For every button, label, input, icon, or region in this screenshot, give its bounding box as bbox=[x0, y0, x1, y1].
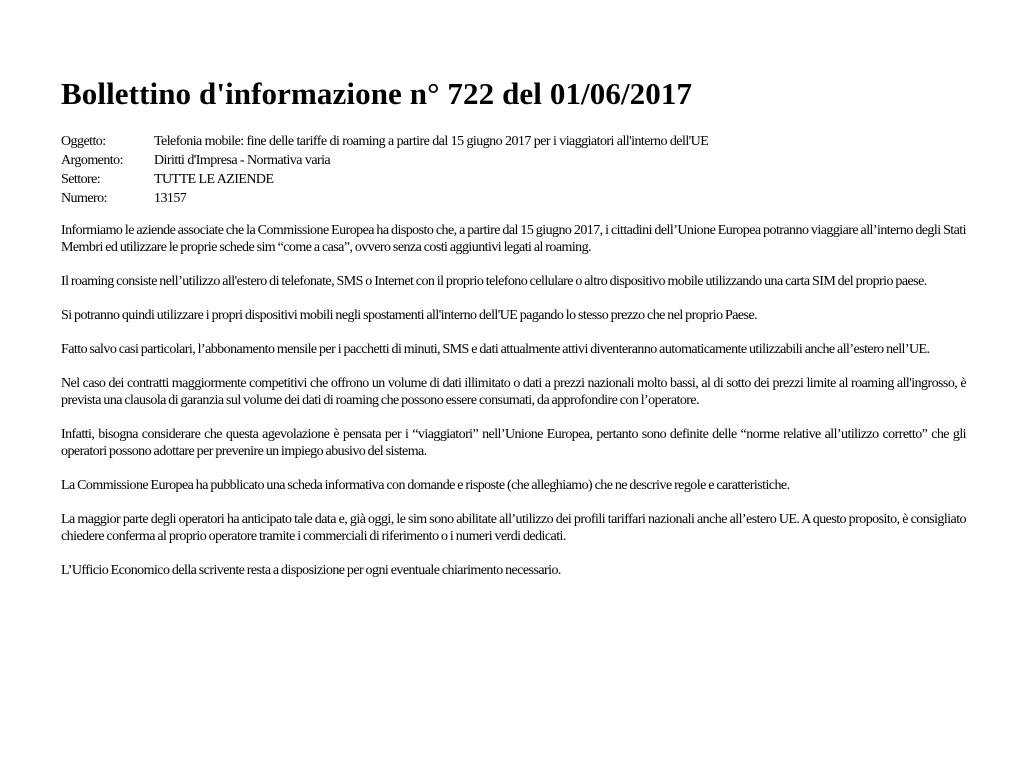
document-body bbox=[61, 222, 966, 579]
meta-row-oggetto bbox=[61, 132, 966, 151]
body-paragraph: Infatti, bisogna considerare che questa agevolazione è pensata per i “viaggiatori” nell’Unione Europea, pertanto sono definite delle “norme relative all’utilizzo corretto” che gli operatori possono adottare per prevenire un impiego abusivo del sistema. bbox=[61, 427, 966, 459]
body-paragraph: Il roaming consiste nell’utilizzo all'estero di telefonate, SMS o Internet con il proprio telefono cellulare o altro dispositivo mobile utilizzando una carta SIM del proprio paese. bbox=[61, 274, 927, 289]
meta-label: Settore: bbox=[61, 172, 101, 187]
meta-row-argomento bbox=[61, 151, 966, 170]
body-paragraph: Informiamo le aziende associate che la Commissione Europea ha disposto che, a partire dal 15 giugno 2017, i cittadini dell’Unione Europea potranno viaggiare all’interno degli Stati Membri ed utilizzare le proprie schede sim “come a casa”, ovvero senza costi aggiuntivi legati al roaming. bbox=[61, 223, 966, 255]
meta-value: TUTTE LE AZIENDE bbox=[154, 172, 274, 187]
meta-value: Diritti d'Impresa - Normativa varia bbox=[154, 153, 331, 168]
body-paragraph: Si potranno quindi utilizzare i propri dispositivi mobili negli spostamenti all'interno dell'UE pagando lo stesso prezzo che nel proprio Paese. bbox=[61, 308, 758, 323]
meta-value: 13157 bbox=[154, 191, 187, 206]
meta-label: Numero: bbox=[61, 191, 107, 206]
body-paragraph: Nel caso dei contratti maggiormente competitivi che offrono un volume di dati illimitato o dati a prezzi nazionali molto bassi, al di sotto dei prezzi limite al roaming all'ingrosso, è prevista una clausola di garanzia sul volume dei dati di roaming che possono essere consumati, da approfondire con l’operatore. bbox=[61, 376, 966, 408]
meta-label: Oggetto: bbox=[61, 134, 106, 149]
metadata-table bbox=[61, 132, 966, 208]
body-paragraph: Fatto salvo casi particolari, l’abbonamento mensile per i pacchetti di minuti, SMS e dati attualmente attivi diventeranno automaticamente utilizzabili anche all’estero nell’UE. bbox=[61, 342, 930, 357]
body-paragraph: La maggior parte degli operatori ha anticipato tale data e, già oggi, le sim sono abilitate all’utilizzo dei profili tariffari nazionali anche all’estero UE. A questo proposito, è consigliato chiedere conferma al proprio operatore tramite i commerciali di riferimento o i numeri verdi dedicati. bbox=[61, 512, 966, 544]
page-title: Bollettino d'informazione n° 722 del 01/06/2017 bbox=[61, 76, 693, 111]
meta-row-settore bbox=[61, 170, 966, 189]
meta-label: Argomento: bbox=[61, 153, 123, 168]
meta-row-numero bbox=[61, 189, 966, 208]
meta-value: Telefonia mobile: fine delle tariffe di roaming a partire dal 15 giugno 2017 per i viaggiatori all'interno dell'UE bbox=[154, 134, 709, 149]
body-paragraph: L’Ufficio Economico della scrivente resta a disposizione per ogni eventuale chiarimento necessario. bbox=[61, 563, 561, 578]
body-paragraph: La Commissione Europea ha pubblicato una scheda informativa con domande e risposte (che alleghiamo) che ne descrive regole e caratteristiche. bbox=[61, 478, 790, 493]
